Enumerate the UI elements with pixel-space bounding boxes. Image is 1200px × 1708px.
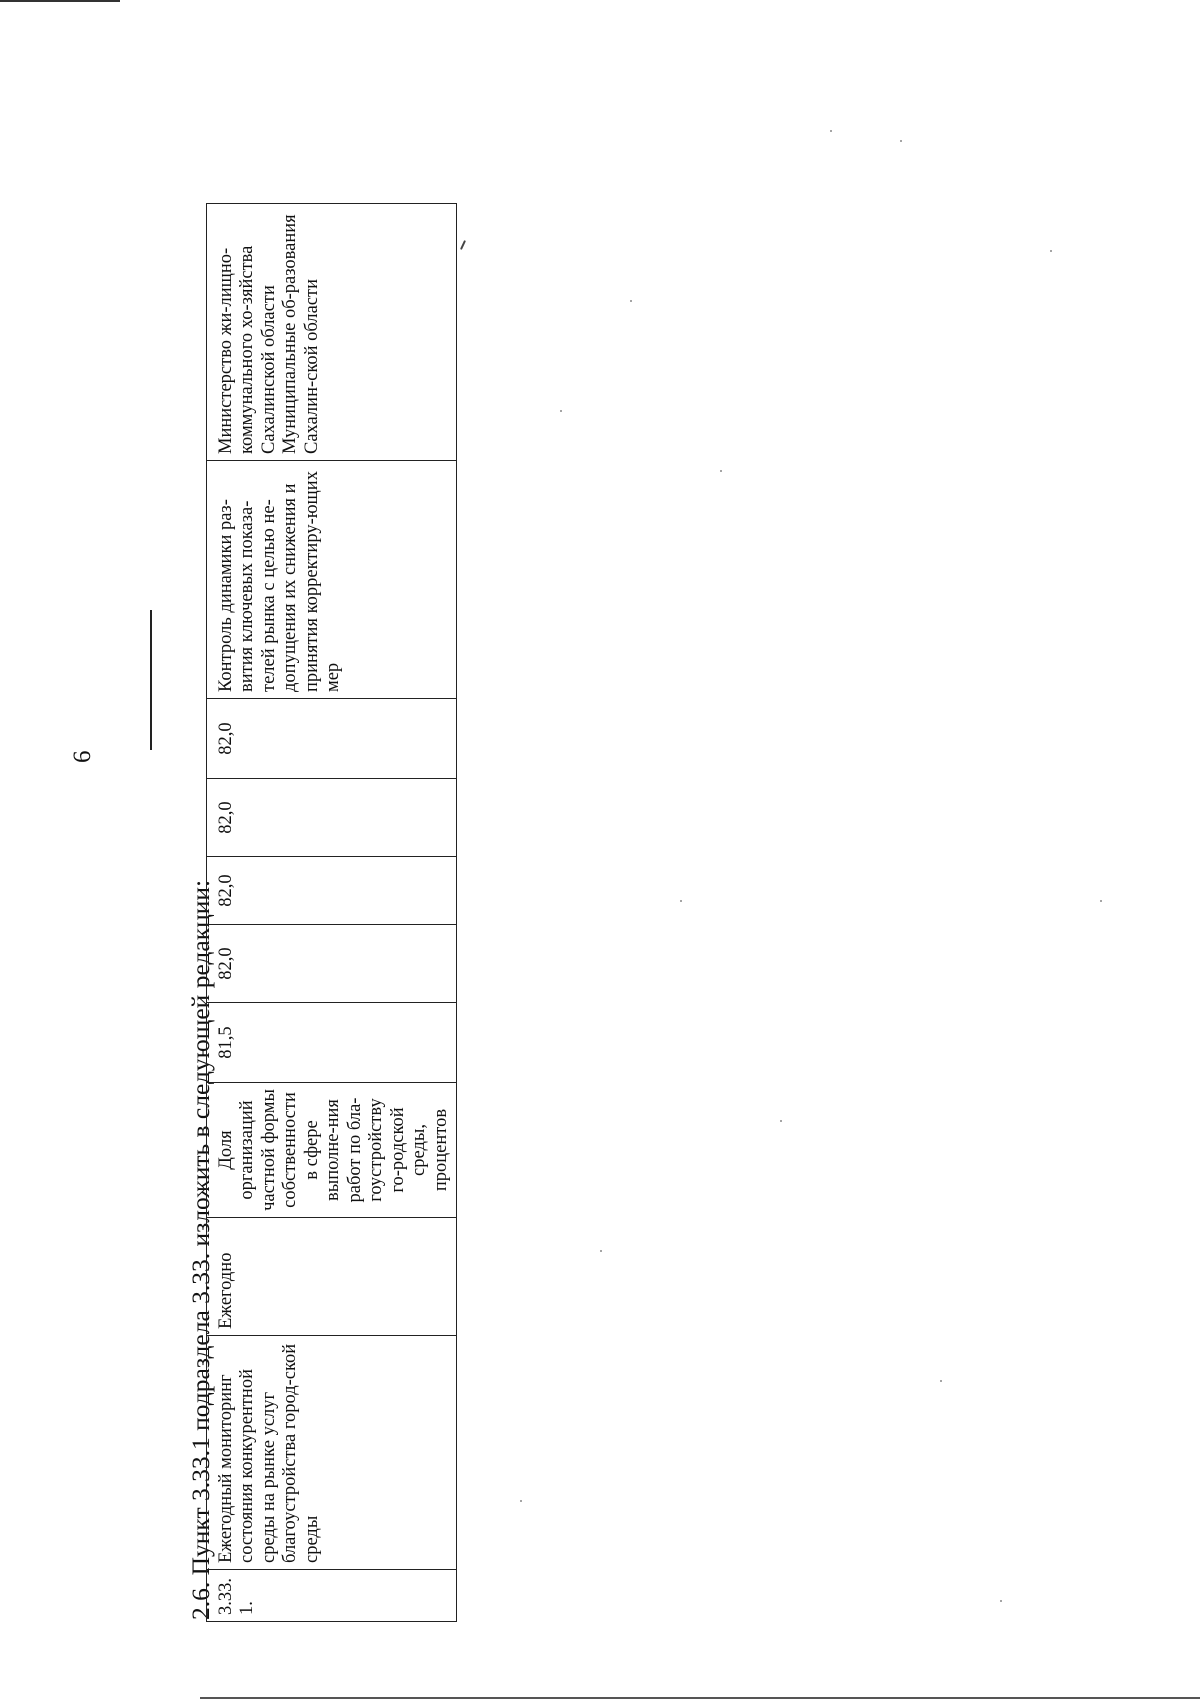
scan-speck xyxy=(630,300,632,302)
scan-speck xyxy=(1100,900,1102,902)
scan-speck xyxy=(520,1500,522,1502)
scan-speck xyxy=(780,1120,782,1122)
scan-speck xyxy=(720,470,722,472)
table-row xyxy=(207,204,457,1622)
scan-speck xyxy=(600,1250,602,1252)
indicator-cell: Доля организаций частной формы собственности в сфере выполне-ния работ по бла-гоустройству го-родской среды, процентов xyxy=(207,1083,457,1218)
scan-edge-mark xyxy=(200,1697,1200,1699)
amendment-heading: 2.6. Пункт 3.33.1 подраздела 3.33. изложить в следующей редакции: xyxy=(186,879,215,1620)
value-cell: 82,0 xyxy=(207,857,457,925)
scan-speck xyxy=(830,130,832,132)
scan-speck xyxy=(680,900,682,902)
scan-edge-mark xyxy=(0,0,120,2)
scan-speck xyxy=(1050,250,1052,252)
scan-mark xyxy=(460,240,466,250)
closing-rule xyxy=(150,610,152,750)
scan-speck xyxy=(1000,1600,1002,1602)
value-cell: 82,0 xyxy=(207,925,457,1003)
rotated-page-content xyxy=(69,80,451,1640)
measures-table xyxy=(206,203,457,1622)
deadline-cell: Ежегодно xyxy=(207,1218,457,1336)
value-cell: 82,0 xyxy=(207,699,457,779)
executors-cell: Министерство жи-лищно-коммунального хо-зяйства Сахалинской области Муниципальные об-разования Сахалин-ской области xyxy=(207,204,457,461)
scan-speck xyxy=(900,140,902,142)
scan-speck xyxy=(940,1380,942,1382)
row-number-cell: 3.33.1. xyxy=(207,1570,457,1622)
scan-speck xyxy=(560,410,562,412)
page-number: 6 xyxy=(69,750,96,763)
value-cell: 81,5 xyxy=(207,1003,457,1083)
value-cell: 82,0 xyxy=(207,779,457,857)
result-cell: Контроль динамики раз-вития ключевых показа-телей рынка с целью не-допущения их снижения и принятия корректиру-ющих мер xyxy=(207,461,457,699)
event-cell: Ежегодный мониторинг состояния конкурентной среды на рынке услуг благоустройства город-ской среды xyxy=(207,1336,457,1570)
